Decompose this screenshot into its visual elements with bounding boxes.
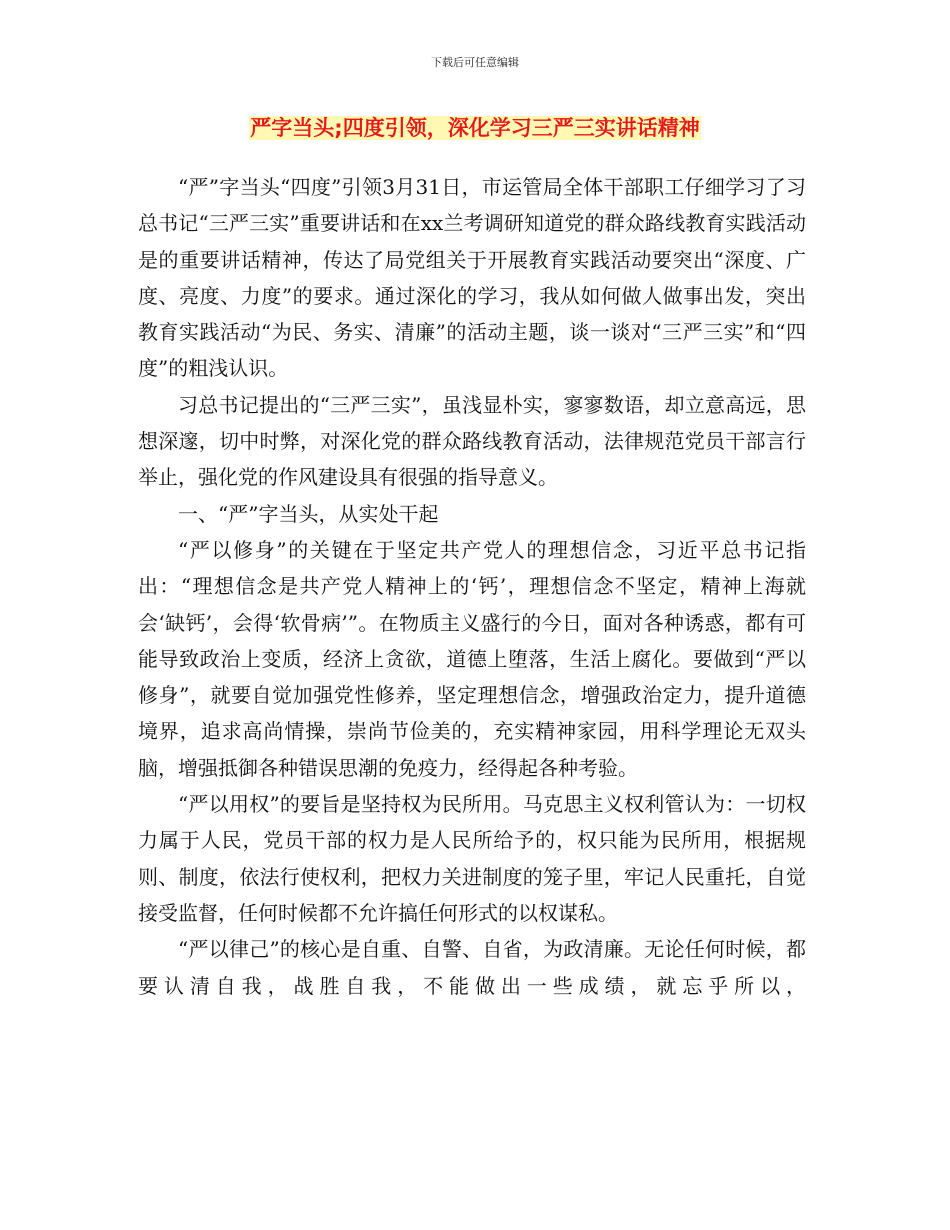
section-heading: 一、“严”字当头，从实处干起 xyxy=(178,501,439,526)
paragraph-intro: “严”字当头“四度”引领3月31日，市运管局全体干部职工仔细学习了习总书记“三严三实”重要讲话和在xx兰考调研知道党的群众路线教育实践活动是的重要讲话精神，传达了局党组关于开展教育实践活动要突出“深度、广度、亮度、力度”的要求。通过深化的学习，我从如何做人做事出发，突出教育实践活动“为民、务实、清廉”的活动主题，谈一谈对“三严三实”和“四度”的粗浅认识。 xyxy=(138,175,806,381)
paragraph-self-cultivation: “严以修身”的关键在于坚定共产党人的理想信念，习近平总书记指出：“理想信念是共产党人精神上的‘钙’，理想信念不坚定，精神上海就会‘缺钙’，会得‘软骨病’”。在物质主义盛行的今日，面对各种诱惑，都有可能导致政治上变质，经济上贪欲，道德上堕落，生活上腐化。要做到“严以修身”，就要自觉加强党性修养，坚定理想信念，增强政治定力，提升道德境界，追求高尚情操，崇尚节俭美的，充实精神家园，用科学理论无双头脑，增强抵御各种错误思潮的免疫力，经得起各种考验。 xyxy=(138,537,806,780)
paragraph-self-discipline: “严以律己”的核心是自重、自警、自省，为政清廉。无论任何时候，都要认清自我，战胜自我，不能做出一些成绩，就忘乎所以， xyxy=(138,937,806,998)
header-note: 下载后可任意编辑 xyxy=(431,56,519,69)
document-title-text: 严字当头;四度引领，深化学习三严三实讲话精神 xyxy=(250,116,700,140)
document-title xyxy=(0,113,950,143)
paragraph-use-of-power: “严以用权”的要旨是坚持权为民所用。马克思主义权利管认为：一切权力属于人民，党员干部的权力是人民所给予的，权只能为民所用，根据规则、制度，依法行使权利，把权力关进制度的笼子里，牢记人民重托，自觉接受监督，任何时候都不允许搞任何形式的以权谋私。 xyxy=(138,792,806,925)
document-body xyxy=(138,169,806,1004)
paragraph-summary: 习总书记提出的“三严三实”，虽浅显朴实，寥寥数语，却立意高远，思想深邃，切中时弊，对深化党的群众路线教育活动，法律规范党员干部言行举止，强化党的作风建设具有很强的指导意义。 xyxy=(138,392,806,490)
